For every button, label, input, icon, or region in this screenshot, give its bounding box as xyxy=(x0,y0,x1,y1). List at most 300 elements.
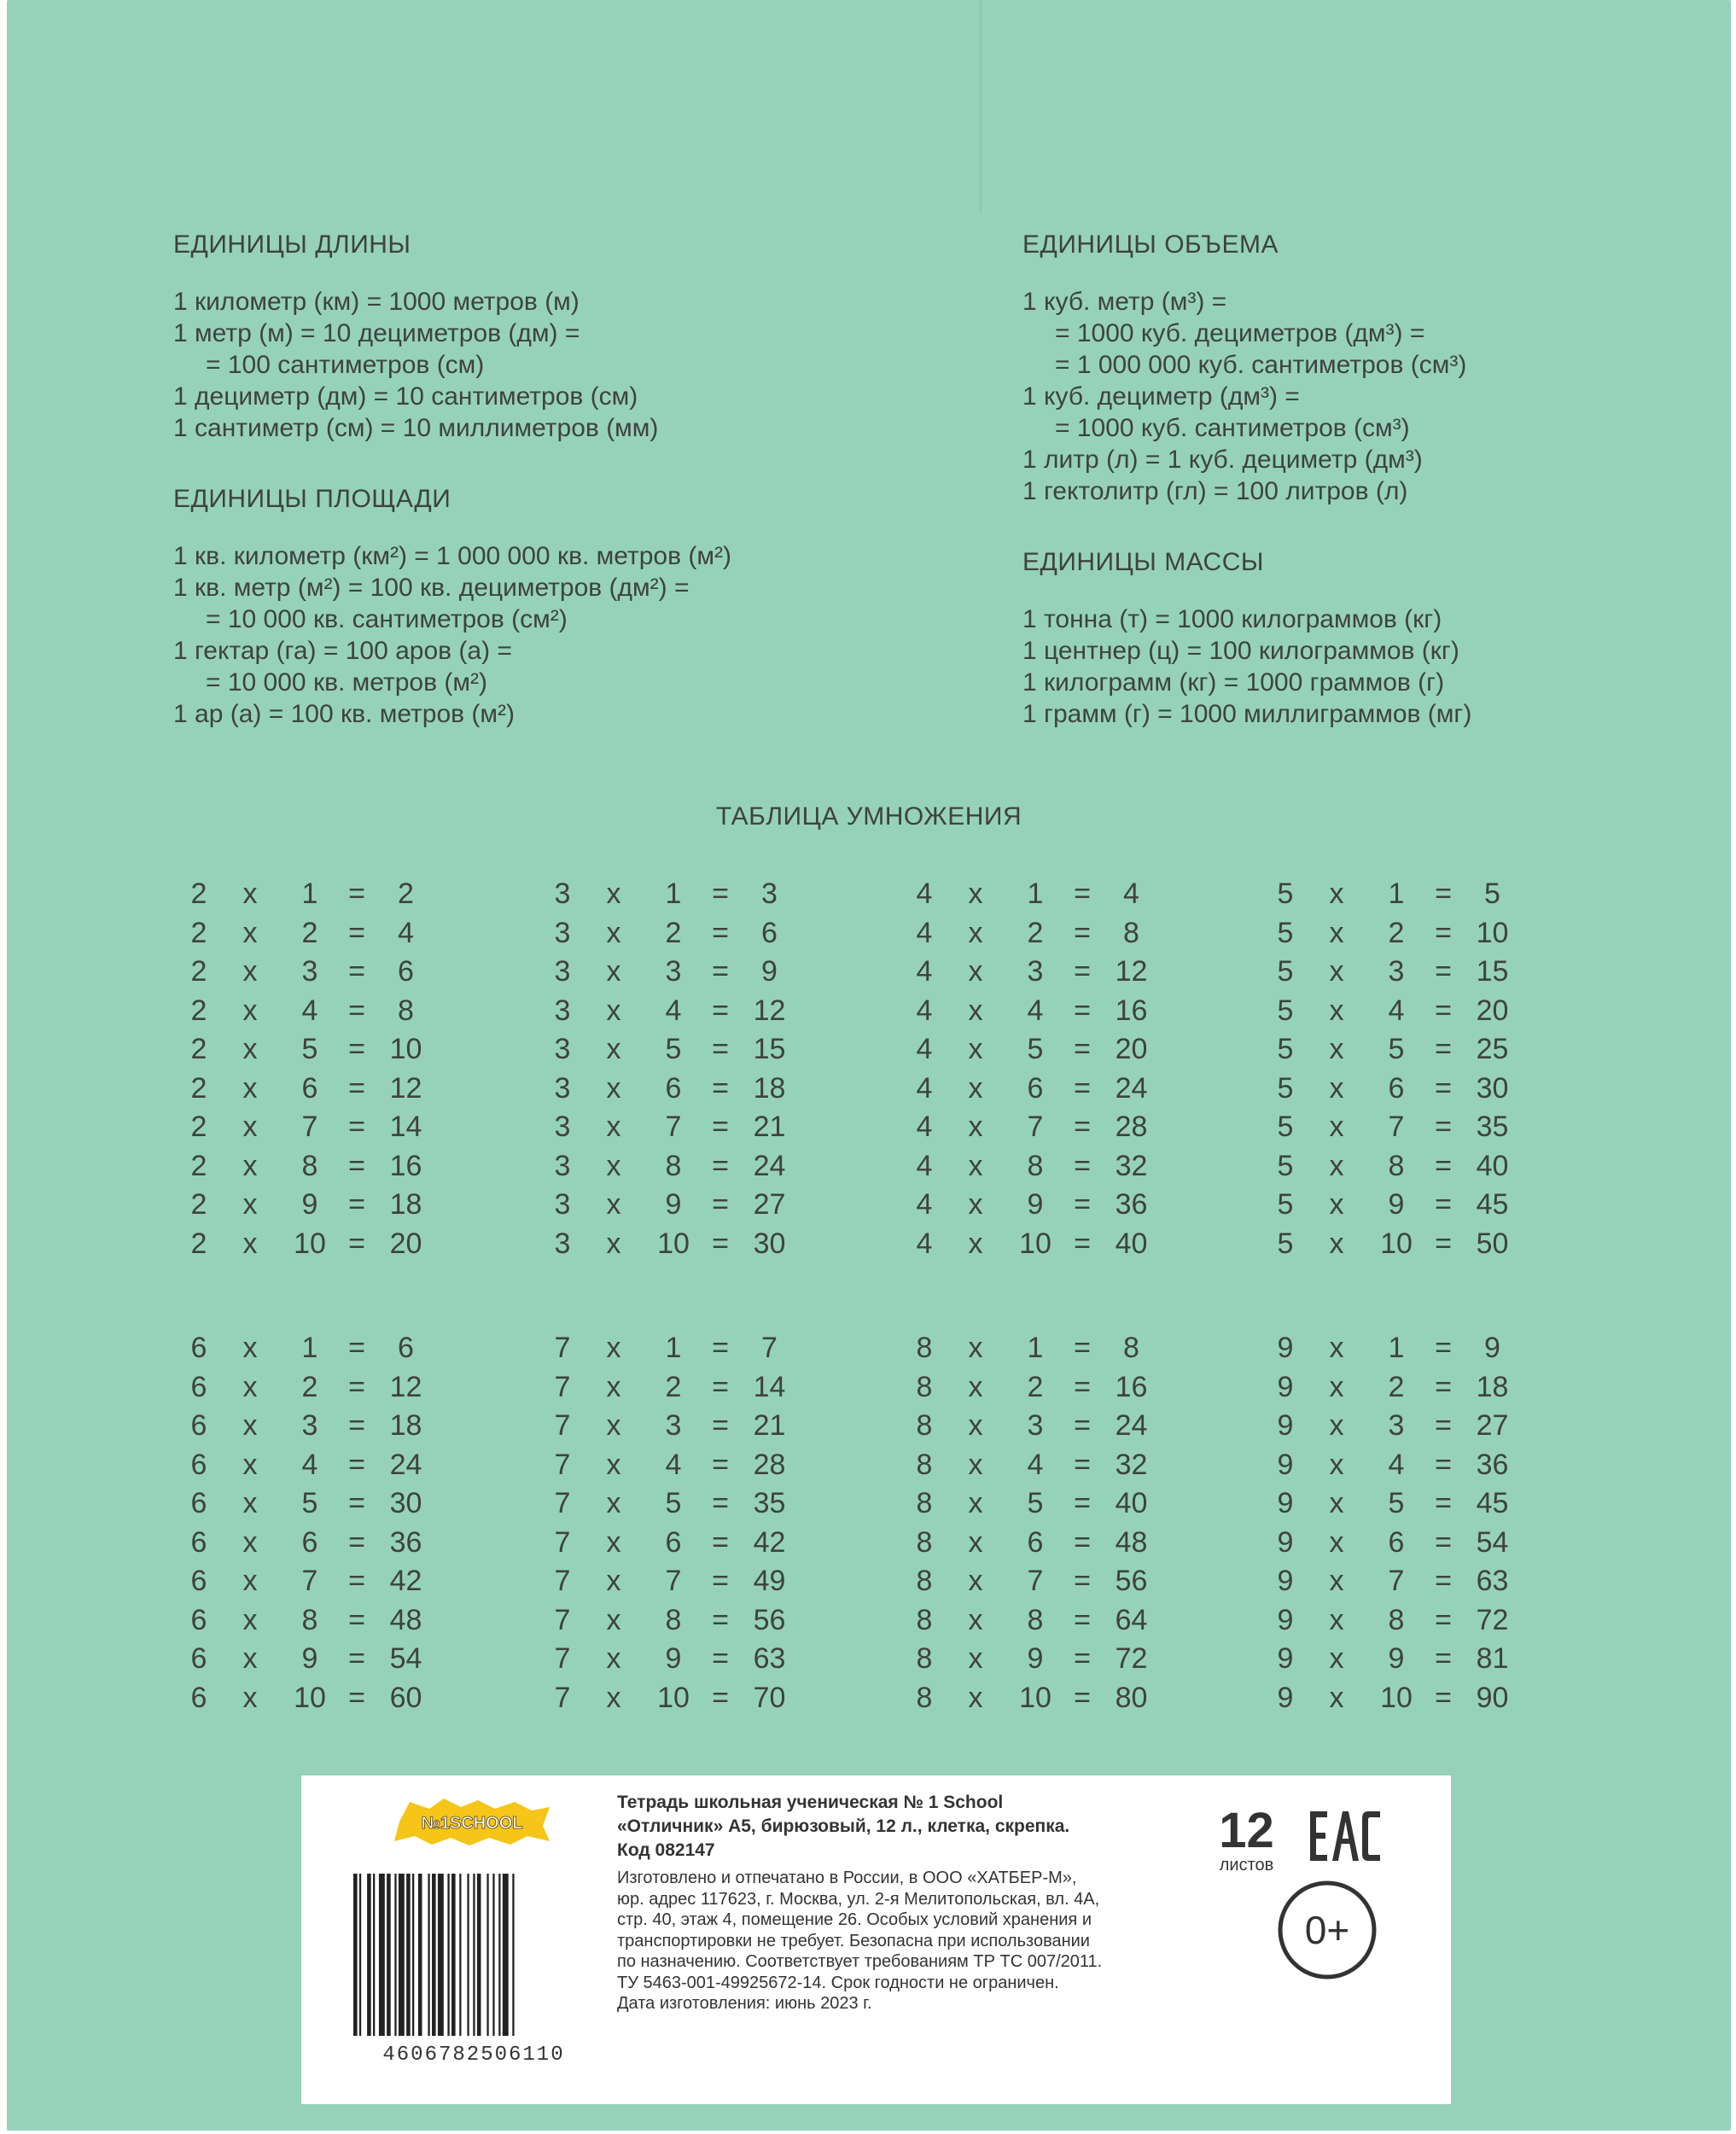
multiplicand: 2 xyxy=(190,994,207,1027)
volume-line: = 1000 куб. дециметров (дм³) = xyxy=(1055,319,1425,347)
times-sign: x xyxy=(968,1370,983,1403)
length-units-heading: ЕДИНИЦЫ ДЛИНЫ xyxy=(173,230,411,259)
product: 42 xyxy=(753,1525,786,1559)
equals-sign: = xyxy=(1074,1332,1091,1364)
multiplier: 4 xyxy=(665,994,682,1027)
multiplier: 7 xyxy=(1388,1565,1405,1597)
multiplicand: 8 xyxy=(916,1409,933,1442)
product: 24 xyxy=(1115,1071,1148,1105)
times-sign: x xyxy=(606,955,621,988)
barcode-bar xyxy=(432,1874,436,2036)
barcode-bars xyxy=(353,1874,515,2036)
multiplier: 1 xyxy=(1027,878,1044,910)
times-sign: x xyxy=(1329,1370,1344,1403)
multiplicand: 8 xyxy=(916,1370,933,1403)
area-line: 1 кв. километр (км²) = 1 000 000 кв. метров (м²) xyxy=(173,542,731,570)
product: 12 xyxy=(1115,955,1148,988)
multiplier: 5 xyxy=(301,1487,318,1519)
times-sign: x xyxy=(968,1071,983,1105)
product: 32 xyxy=(1115,1149,1148,1182)
multiplier: 10 xyxy=(1380,1227,1413,1260)
equals-sign: = xyxy=(1074,1370,1091,1403)
product: 8 xyxy=(398,994,414,1027)
multiplicand: 5 xyxy=(1277,955,1294,988)
product: 54 xyxy=(389,1642,422,1675)
multiplier: 1 xyxy=(665,1332,682,1364)
times-sign: x xyxy=(968,955,983,988)
times-sign: x xyxy=(606,1149,621,1182)
multiplier: 3 xyxy=(1388,955,1405,988)
info-line: ТУ 5463-001-49925672-14. Срок годности не ограничен. xyxy=(617,1973,1059,1992)
times-sign: x xyxy=(606,1642,621,1675)
times-sign: x xyxy=(1329,916,1344,949)
equals-sign: = xyxy=(1435,1525,1452,1559)
multiplier: 10 xyxy=(657,1681,690,1714)
times-sign: x xyxy=(968,1149,983,1182)
equals-sign: = xyxy=(1435,1681,1452,1714)
product: 36 xyxy=(1115,1188,1148,1221)
times-sign: x xyxy=(606,1227,621,1260)
multiplier: 8 xyxy=(1027,1603,1044,1636)
barcode-bar xyxy=(459,1874,461,2036)
multiplier: 8 xyxy=(1388,1149,1405,1182)
multiplier: 10 xyxy=(294,1681,326,1714)
times-sign: x xyxy=(1329,1487,1344,1519)
multiplier: 2 xyxy=(301,1370,318,1403)
product: 16 xyxy=(1115,1370,1148,1403)
product: 50 xyxy=(1476,1227,1509,1260)
barcode-bar xyxy=(447,1874,449,2036)
product: 80 xyxy=(1115,1681,1148,1714)
barcode-bar xyxy=(438,1874,444,2036)
multiplicand: 3 xyxy=(554,1149,571,1182)
equals-sign: = xyxy=(1435,1448,1452,1481)
equals-sign: = xyxy=(348,994,365,1027)
multiplier: 1 xyxy=(301,1332,318,1364)
equals-sign: = xyxy=(1435,1409,1452,1442)
times-sign: x xyxy=(242,1332,258,1364)
multiplier: 2 xyxy=(665,916,682,949)
product: 60 xyxy=(389,1681,422,1714)
sheet-count xyxy=(1206,1803,1287,1875)
times-sign: x xyxy=(242,1603,258,1636)
multiplier: 1 xyxy=(1388,878,1405,910)
product: 16 xyxy=(1115,994,1148,1027)
multiplier: 8 xyxy=(301,1603,318,1636)
times-sign: x xyxy=(606,1033,621,1065)
multiplicand: 2 xyxy=(190,916,207,949)
length-line: = 100 сантиметров (см) xyxy=(206,351,485,379)
mass-units-heading: ЕДИНИЦЫ МАССЫ xyxy=(1022,548,1264,576)
barcode-bar xyxy=(451,1874,456,2036)
multiplier: 5 xyxy=(1388,1033,1405,1065)
multiplicand: 6 xyxy=(190,1603,207,1636)
multiplicand: 7 xyxy=(554,1565,571,1597)
equals-sign: = xyxy=(1435,1111,1452,1143)
product: 70 xyxy=(753,1681,786,1714)
product: 21 xyxy=(753,1111,786,1143)
times-sign: x xyxy=(606,1071,621,1105)
multiplier: 4 xyxy=(1027,1448,1044,1481)
barcode-bar xyxy=(486,1874,488,2036)
times-sign: x xyxy=(242,1487,258,1519)
mass-line: 1 тонна (т) = 1000 килограммов (кг) xyxy=(1022,605,1442,633)
multiplier: 4 xyxy=(1027,994,1044,1027)
product-title-line: Тетрадь школьная ученическая № 1 School xyxy=(617,1793,1004,1812)
multiplicand: 2 xyxy=(190,1227,207,1260)
times-sign: x xyxy=(606,1188,621,1221)
equals-sign: = xyxy=(712,1149,729,1182)
barcode-bar xyxy=(387,1874,391,2036)
equals-sign: = xyxy=(1074,994,1091,1027)
product: 30 xyxy=(389,1487,422,1519)
product: 40 xyxy=(1115,1487,1148,1519)
multiplicand: 3 xyxy=(554,1033,571,1065)
equals-sign: = xyxy=(348,1370,365,1403)
multiplicand: 8 xyxy=(916,1332,933,1364)
barcode-bar xyxy=(412,1874,414,2036)
multiplier: 6 xyxy=(301,1071,318,1105)
times-sign: x xyxy=(1329,878,1344,910)
equals-sign: = xyxy=(1074,1409,1091,1442)
times-sign: x xyxy=(968,878,983,910)
multiplicand: 9 xyxy=(1277,1332,1294,1364)
multiplicand: 6 xyxy=(190,1409,207,1442)
eac-mark-icon xyxy=(1308,1810,1381,1863)
product: 12 xyxy=(753,994,786,1027)
product: 36 xyxy=(1476,1448,1509,1481)
product: 12 xyxy=(389,1071,422,1105)
times-sign: x xyxy=(1329,1033,1344,1065)
multiplicand: 4 xyxy=(916,1188,933,1221)
times-sign: x xyxy=(242,916,258,949)
equals-sign: = xyxy=(1074,1071,1091,1105)
age-rating-badge xyxy=(1277,1880,1378,1980)
multiplicand: 7 xyxy=(554,1332,571,1364)
volume-line: 1 литр (л) = 1 куб. дециметр (дм³) xyxy=(1022,446,1423,474)
times-sign: x xyxy=(1329,1448,1344,1481)
product: 25 xyxy=(1476,1033,1509,1065)
product: 36 xyxy=(389,1525,422,1559)
multiplicand: 6 xyxy=(190,1448,207,1481)
multiplier: 3 xyxy=(1027,1409,1044,1442)
multiplication-table-title: ТАБЛИЦА УМНОЖЕНИЯ xyxy=(715,802,1022,831)
times-sign: x xyxy=(1329,1525,1344,1559)
equals-sign: = xyxy=(712,1681,729,1714)
product: 6 xyxy=(398,955,414,988)
length-line: 1 километр (км) = 1000 метров (м) xyxy=(173,288,580,316)
multiplicand: 5 xyxy=(1277,1111,1294,1143)
product: 35 xyxy=(753,1487,786,1519)
equals-sign: = xyxy=(348,1603,365,1636)
times-sign: x xyxy=(242,955,258,988)
multiplier: 9 xyxy=(1388,1188,1405,1221)
times-sign: x xyxy=(968,1188,983,1221)
equals-sign: = xyxy=(712,1448,729,1481)
product: 6 xyxy=(398,1332,414,1364)
product: 48 xyxy=(1115,1525,1148,1559)
multiplicand: 3 xyxy=(554,1227,571,1260)
product: 21 xyxy=(753,1409,786,1442)
volume-line: 1 куб. дециметр (дм³) = xyxy=(1022,382,1300,411)
multiplier: 5 xyxy=(301,1033,318,1065)
multiplicand: 6 xyxy=(190,1332,207,1364)
info-line: транспортировки не требует. Безопасна при использовании xyxy=(617,1931,1090,1950)
multiplicand: 4 xyxy=(916,994,933,1027)
times-sign: x xyxy=(1329,955,1344,988)
multiplier: 3 xyxy=(301,955,318,988)
product: 9 xyxy=(761,955,778,988)
times-sign: x xyxy=(968,1565,983,1597)
equals-sign: = xyxy=(1074,1033,1091,1065)
multiplicand: 9 xyxy=(1277,1565,1294,1597)
multiplicand: 4 xyxy=(916,878,933,910)
multiplier: 3 xyxy=(665,955,682,988)
product: 18 xyxy=(1476,1370,1509,1403)
multiplicand: 3 xyxy=(554,994,571,1027)
area-line: = 10 000 кв. метров (м²) xyxy=(206,668,487,697)
multiplicand: 2 xyxy=(190,878,207,910)
times-sign: x xyxy=(968,1642,983,1675)
multiplier: 7 xyxy=(1027,1565,1044,1597)
product: 28 xyxy=(753,1448,786,1481)
times-sign: x xyxy=(242,1370,258,1403)
product-info-label xyxy=(301,1775,1451,2104)
multiplicand: 7 xyxy=(554,1642,571,1675)
barcode-bar xyxy=(498,1874,500,2036)
product: 2 xyxy=(398,878,414,910)
product: 9 xyxy=(1484,1332,1500,1364)
multiplier: 7 xyxy=(301,1565,318,1597)
times-sign: x xyxy=(1329,994,1344,1027)
equals-sign: = xyxy=(1435,1071,1452,1105)
times-sign: x xyxy=(242,878,258,910)
multiplicand: 8 xyxy=(916,1642,933,1675)
product: 35 xyxy=(1476,1111,1509,1143)
equals-sign: = xyxy=(348,1332,365,1364)
product: 24 xyxy=(1115,1409,1148,1442)
info-line: Дата изготовления: июнь 2023 г. xyxy=(617,1994,872,2013)
area-line: 1 ар (а) = 100 кв. метров (м²) xyxy=(173,700,515,728)
multiplicand: 7 xyxy=(554,1448,571,1481)
product: 4 xyxy=(398,916,414,949)
barcode-bar xyxy=(406,1874,411,2036)
product: 14 xyxy=(753,1370,786,1403)
multiplier: 9 xyxy=(301,1642,318,1675)
equals-sign: = xyxy=(712,916,729,949)
times-sign: x xyxy=(606,1448,621,1481)
multiplicand: 9 xyxy=(1277,1525,1294,1559)
multiplicand: 4 xyxy=(916,916,933,949)
times-sign: x xyxy=(968,1111,983,1143)
product: 14 xyxy=(389,1111,422,1143)
equals-sign: = xyxy=(1074,878,1091,910)
length-units-block xyxy=(173,229,658,444)
times-sign: x xyxy=(242,1525,258,1559)
product-code: Код 082147 xyxy=(617,1840,715,1860)
equals-sign: = xyxy=(1435,1332,1452,1364)
multiplicand: 2 xyxy=(190,1033,207,1065)
equals-sign: = xyxy=(348,1487,365,1519)
times-sign: x xyxy=(968,916,983,949)
multiplicand: 6 xyxy=(190,1642,207,1675)
times-sign: x xyxy=(606,1409,621,1442)
barcode-bar xyxy=(512,1874,514,2036)
times-sign: x xyxy=(606,1565,621,1597)
multiplier: 6 xyxy=(1027,1071,1044,1105)
multiplicand: 3 xyxy=(554,955,571,988)
multiplier: 5 xyxy=(1027,1033,1044,1065)
times-sign: x xyxy=(242,1409,258,1442)
multiplier: 6 xyxy=(665,1525,682,1559)
multiplier: 7 xyxy=(1027,1111,1044,1143)
equals-sign: = xyxy=(712,1111,729,1143)
product: 7 xyxy=(761,1332,778,1364)
equals-sign: = xyxy=(712,1409,729,1442)
volume-line: = 1 000 000 куб. сантиметров (см³) xyxy=(1055,351,1467,379)
multiplicand: 5 xyxy=(1277,1188,1294,1221)
multiplicand: 5 xyxy=(1277,1033,1294,1065)
product: 48 xyxy=(389,1603,422,1636)
product: 32 xyxy=(1115,1448,1148,1481)
times-sign: x xyxy=(242,1565,258,1597)
times-sign: x xyxy=(1329,1603,1344,1636)
multiplier: 5 xyxy=(1027,1487,1044,1519)
multiplier: 2 xyxy=(1027,1370,1044,1403)
product: 45 xyxy=(1476,1487,1509,1519)
product: 18 xyxy=(753,1071,786,1105)
barcode xyxy=(348,1874,600,2066)
product: 54 xyxy=(1476,1525,1509,1559)
multiplier: 2 xyxy=(1388,916,1405,949)
times-sign: x xyxy=(606,916,621,949)
times-sign: x xyxy=(1329,1332,1344,1364)
equals-sign: = xyxy=(348,1565,365,1597)
times-sign: x xyxy=(242,1111,258,1143)
multiplier: 8 xyxy=(665,1149,682,1182)
times-sign: x xyxy=(242,1033,258,1065)
multiplier: 2 xyxy=(1027,916,1044,949)
equals-sign: = xyxy=(1435,1565,1452,1597)
multiplicand: 6 xyxy=(190,1681,207,1714)
multiplicand: 9 xyxy=(1277,1370,1294,1403)
times-sign: x xyxy=(968,1448,983,1481)
equals-sign: = xyxy=(348,1525,365,1559)
times-sign: x xyxy=(606,1332,621,1364)
equals-sign: = xyxy=(1074,955,1091,988)
mass-line: 1 килограмм (кг) = 1000 граммов (г) xyxy=(1022,668,1445,697)
multiplier: 1 xyxy=(301,878,318,910)
multiplier: 6 xyxy=(1027,1525,1044,1559)
equals-sign: = xyxy=(712,1603,729,1636)
equals-sign: = xyxy=(1074,1642,1091,1675)
multiplier: 2 xyxy=(1388,1370,1405,1403)
times-sign: x xyxy=(968,1681,983,1714)
product: 3 xyxy=(761,878,778,910)
mass-units-block xyxy=(1022,546,1471,730)
times-sign: x xyxy=(1329,1642,1344,1675)
multiplicand: 2 xyxy=(190,1188,207,1221)
multiplicand: 9 xyxy=(1277,1681,1294,1714)
equals-sign: = xyxy=(348,1188,365,1221)
multiplicand: 9 xyxy=(1277,1603,1294,1636)
barcode-number: 4606782506110 xyxy=(382,2044,565,2066)
multiplicand: 2 xyxy=(190,955,207,988)
equals-sign: = xyxy=(1435,878,1452,910)
multiplier: 3 xyxy=(1388,1409,1405,1442)
multiplicand: 9 xyxy=(1277,1642,1294,1675)
barcode-bar xyxy=(399,1874,405,2036)
barcode-bar xyxy=(359,1874,361,2036)
multiplier: 9 xyxy=(1027,1188,1044,1221)
times-sign: x xyxy=(1329,1681,1344,1714)
equals-sign: = xyxy=(348,1149,365,1182)
equals-sign: = xyxy=(348,1071,365,1105)
multiplicand: 9 xyxy=(1277,1409,1294,1442)
product: 20 xyxy=(389,1227,422,1260)
multiplier: 8 xyxy=(1027,1149,1044,1182)
equals-sign: = xyxy=(348,1448,365,1481)
times-sign: x xyxy=(968,1409,983,1442)
times-sign: x xyxy=(242,1642,258,1675)
barcode-bar xyxy=(379,1874,385,2036)
area-line: 1 кв. метр (м²) = 100 кв. дециметров (дм²) = xyxy=(173,574,690,602)
volume-units-heading: ЕДИНИЦЫ ОБЪЕМА xyxy=(1022,230,1279,259)
multiplier: 4 xyxy=(1388,994,1405,1027)
times-sign: x xyxy=(242,1071,258,1105)
times-sign: x xyxy=(968,1033,983,1065)
product: 45 xyxy=(1476,1188,1509,1221)
multiplier: 1 xyxy=(665,878,682,910)
equals-sign: = xyxy=(712,1332,729,1364)
times-sign: x xyxy=(1329,1111,1344,1143)
equals-sign: = xyxy=(712,878,729,910)
multiplicand: 5 xyxy=(1277,878,1294,910)
multiplier: 2 xyxy=(665,1370,682,1403)
product: 28 xyxy=(1115,1111,1148,1143)
volume-line: 1 гектолитр (гл) = 100 литров (л) xyxy=(1022,477,1408,505)
times-sign: x xyxy=(606,1681,621,1714)
equals-sign: = xyxy=(712,1487,729,1519)
multiplicand: 7 xyxy=(554,1525,571,1559)
equals-sign: = xyxy=(1435,916,1452,949)
age-rating-text: 0+ xyxy=(1304,1908,1350,1952)
multiplicand: 3 xyxy=(554,1071,571,1105)
times-sign: x xyxy=(606,1111,621,1143)
product: 30 xyxy=(753,1227,786,1260)
mass-line: 1 центнер (ц) = 100 килограммов (кг) xyxy=(1022,637,1459,665)
volume-line: 1 куб. метр (м³) = xyxy=(1022,288,1227,316)
school-logo xyxy=(391,1797,553,1846)
multiplier: 7 xyxy=(301,1111,318,1143)
logo-text: №1SCHOOL xyxy=(421,1814,523,1833)
sheet-count-value: 12 xyxy=(1219,1803,1274,1858)
multiplier: 10 xyxy=(1019,1227,1052,1260)
multiplicand: 8 xyxy=(916,1487,933,1519)
equals-sign: = xyxy=(348,1227,365,1260)
equals-sign: = xyxy=(712,1565,729,1597)
equals-sign: = xyxy=(1435,1603,1452,1636)
volume-line: = 1000 куб. сантиметров (см³) xyxy=(1055,414,1410,442)
cover-crease xyxy=(980,0,982,213)
multiplicand: 6 xyxy=(190,1487,207,1519)
equals-sign: = xyxy=(348,1033,365,1065)
multiplier: 8 xyxy=(301,1149,318,1182)
multiplier: 6 xyxy=(301,1525,318,1559)
multiplicand: 8 xyxy=(916,1603,933,1636)
equals-sign: = xyxy=(348,1681,365,1714)
product: 40 xyxy=(1115,1227,1148,1260)
